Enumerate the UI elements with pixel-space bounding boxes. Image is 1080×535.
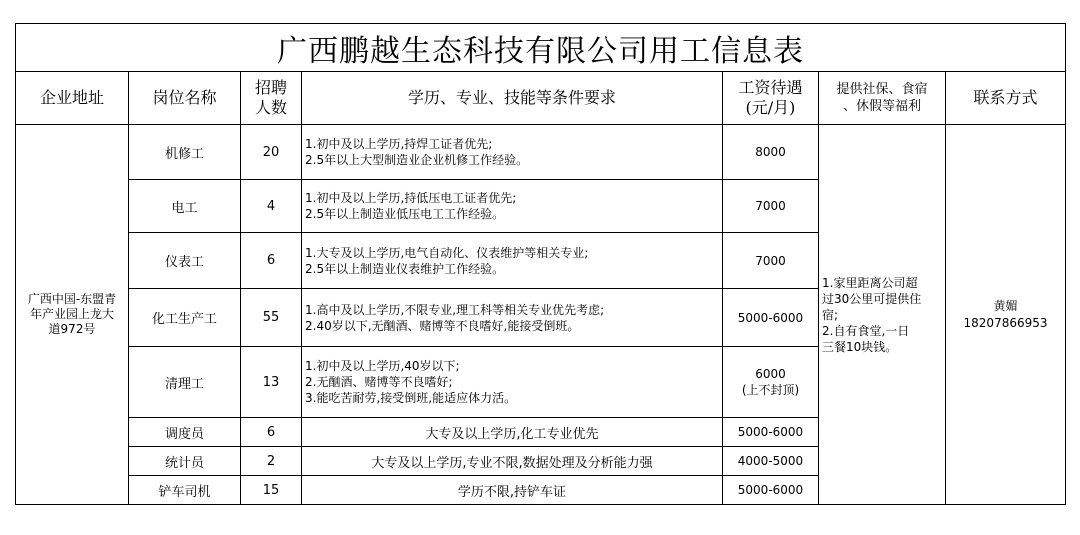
position-cell: 机修工 — [129, 125, 241, 180]
requirements-cell: 大专及以上学历,专业不限,数据处理及分析能力强 — [302, 447, 723, 476]
header-salary — [723, 72, 819, 125]
welfare-line: 三餐10块钱。 — [822, 339, 898, 354]
address-cell — [16, 125, 129, 505]
salary-value: 6000 — [755, 367, 786, 381]
header-contact: 联系方式 — [946, 72, 1066, 125]
header-count-line1: 招聘 — [254, 78, 287, 97]
requirement-line: 2.40岁以下,无酗酒、赌博等不良嗜好,能接受倒班。 — [305, 318, 580, 333]
welfare-line: 1.家里距离公司超 — [822, 275, 918, 290]
salary-cell: 8000 — [723, 125, 819, 180]
address-line: 道972号 — [48, 322, 96, 336]
address-line: 年产业园上龙大 — [29, 307, 114, 321]
salary-cell — [723, 347, 819, 418]
position-cell: 清理工 — [129, 347, 241, 418]
position-cell: 电工 — [129, 180, 241, 233]
header-count — [241, 72, 302, 125]
table-title: 广西鹏越生态科技有限公司用工信息表 — [16, 24, 1066, 72]
requirement-line: 2.无酗酒、赌博等不良嗜好; — [305, 375, 453, 389]
salary-cell: 5000-6000 — [723, 476, 819, 505]
contact-cell — [946, 125, 1066, 505]
header-salary-line2: (元/月) — [745, 98, 796, 117]
requirement-line: 2.5年以上制造业仪表维护工作经验。 — [305, 261, 505, 276]
requirements-cell — [302, 125, 723, 180]
header-salary-line1: 工资待遇 — [738, 78, 803, 97]
position-cell: 铲车司机 — [129, 476, 241, 505]
salary-cell: 5000-6000 — [723, 418, 819, 447]
welfare-cell — [819, 125, 946, 505]
salary-note: (上不封顶) — [741, 383, 800, 397]
welfare-line: 2.自有食堂,一日 — [822, 323, 910, 338]
requirement-line: 3.能吃苦耐劳,接受倒班,能适应体力活。 — [305, 391, 517, 405]
position-cell: 调度员 — [129, 418, 241, 447]
header-row — [16, 72, 1066, 125]
requirements-cell — [302, 289, 723, 347]
table-row — [16, 125, 1066, 180]
header-welfare-line2: 、休假等福利 — [842, 99, 921, 114]
header-welfare — [819, 72, 946, 125]
header-count-line2: 人数 — [254, 98, 287, 117]
count-cell: 15 — [241, 476, 302, 505]
count-cell: 20 — [241, 125, 302, 180]
count-cell: 13 — [241, 347, 302, 418]
salary-cell: 4000-5000 — [723, 447, 819, 476]
requirements-cell — [302, 233, 723, 289]
welfare-line: 宿; — [822, 307, 839, 322]
requirements-cell — [302, 180, 723, 233]
position-cell: 统计员 — [129, 447, 241, 476]
salary-cell: 5000-6000 — [723, 289, 819, 347]
employment-info-table — [15, 23, 1066, 505]
requirement-line: 2.5年以上制造业低压电工工作经验。 — [305, 207, 505, 221]
position-cell: 化工生产工 — [129, 289, 241, 347]
requirement-line: 1.高中及以上学历,不限专业,理工科等相关专业优先考虑; — [305, 302, 605, 317]
count-cell: 55 — [241, 289, 302, 347]
salary-cell: 7000 — [723, 233, 819, 289]
requirement-line: 2.5年以上大型制造业企业机修工作经验。 — [305, 153, 529, 167]
requirements-cell: 学历不限,持铲车证 — [302, 476, 723, 505]
requirements-cell: 大专及以上学历,化工专业优先 — [302, 418, 723, 447]
address-line: 广西中国-东盟青 — [27, 292, 117, 306]
contact-phone: 18207866953 — [963, 315, 1048, 330]
position-cell: 仪表工 — [129, 233, 241, 289]
salary-cell: 7000 — [723, 180, 819, 233]
count-cell: 6 — [241, 418, 302, 447]
requirement-line: 1.大专及以上学历,电气自动化、仪表维护等相关专业; — [305, 245, 589, 260]
requirements-cell — [302, 347, 723, 418]
requirement-line: 1.初中及以上学历,持低压电工证者优先; — [305, 191, 517, 205]
contact-name: 黄媚 — [993, 298, 1018, 313]
header-welfare-line1: 提供社保、食宿 — [836, 82, 928, 97]
requirement-line: 1.初中及以上学历,40岁以下; — [305, 359, 460, 373]
count-cell: 4 — [241, 180, 302, 233]
count-cell: 2 — [241, 447, 302, 476]
header-address: 企业地址 — [16, 72, 129, 125]
header-requirements: 学历、专业、技能等条件要求 — [302, 72, 723, 125]
count-cell: 6 — [241, 233, 302, 289]
header-position: 岗位名称 — [129, 72, 241, 125]
welfare-line: 过30公里可提供住 — [822, 291, 922, 306]
requirement-line: 1.初中及以上学历,持焊工证者优先; — [305, 137, 493, 151]
title-row — [16, 24, 1066, 72]
